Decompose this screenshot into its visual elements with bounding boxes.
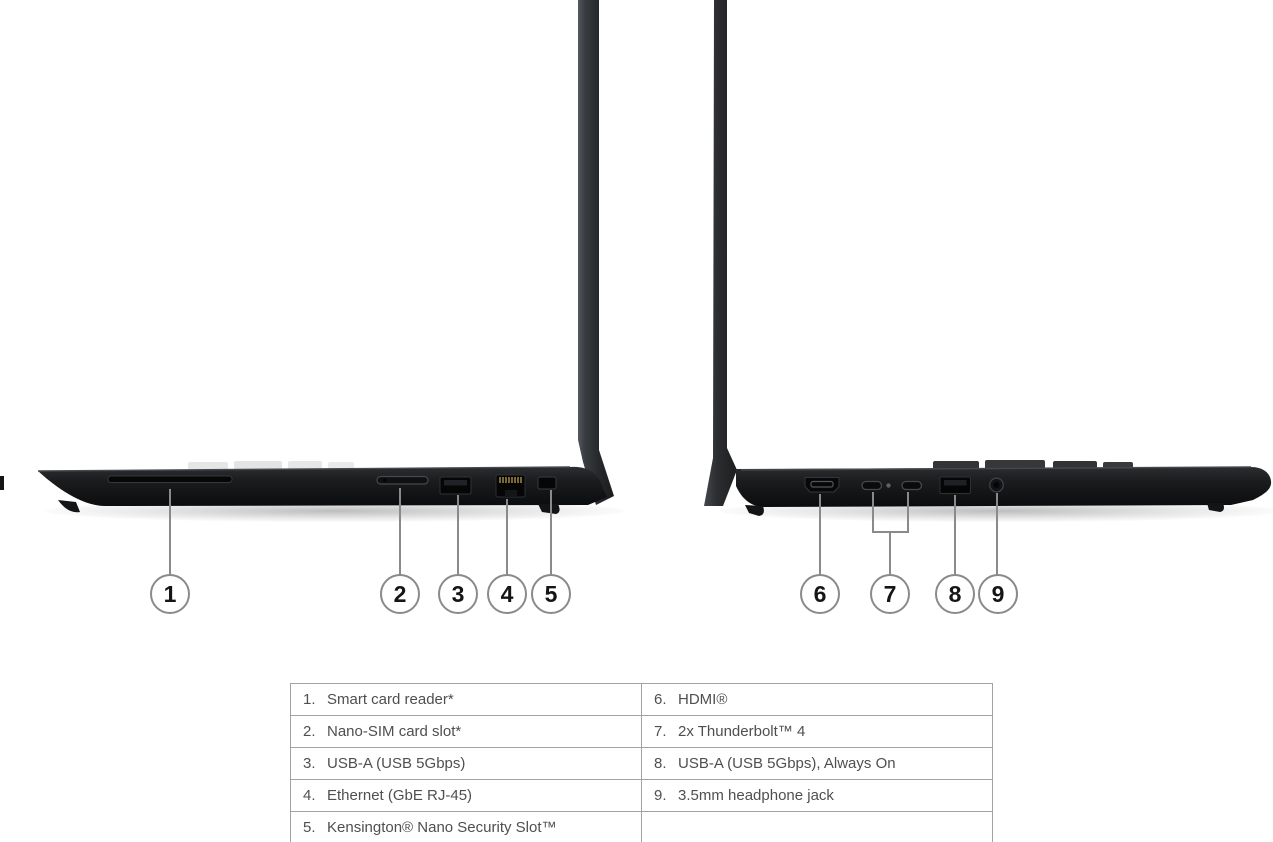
legend-label: USB-A (USB 5Gbps) [327,755,466,772]
callout-line-6 [819,494,821,575]
rear-foot [538,504,560,514]
legend-label: Kensington® Nano Security Slot™ [327,819,557,836]
legend-num: 8. [654,755,667,772]
legend-cell-empty [642,812,993,842]
legend-label: Ethernet (GbE RJ-45) [327,787,473,804]
smart-card-reader-slot [108,476,232,483]
callout-1-number: 1 [163,580,177,607]
kensington-security-slot [538,477,556,489]
legend-num: 5. [303,819,316,836]
callout-8-number: 8 [948,580,962,607]
legend-cell-8 [642,748,993,780]
legend-row-1 [291,684,993,716]
callout-3 [438,574,478,614]
legend-num: 9. [654,787,667,804]
thunderbolt-port-2 [902,482,922,490]
callout-line-9 [996,493,998,575]
callout-line-1 [169,489,171,575]
legend-row-4 [291,780,993,812]
legend-row-3 [291,748,993,780]
headphone-jack [990,478,1004,492]
callout-line-7-stem [889,533,891,575]
legend-row-5 [291,812,993,842]
callout-4 [487,574,527,614]
legend-label: Smart card reader* [327,691,454,708]
rear-foot [1207,503,1224,512]
nano-sim-slot [377,477,428,485]
callout-line-2 [399,488,401,575]
legend-label: 2x Thunderbolt™ 4 [678,723,806,740]
callout-7 [870,574,910,614]
legend-cell-4 [291,780,642,812]
legend-cell-7 [642,716,993,748]
callout-9 [978,574,1018,614]
legend-row-2 [291,716,993,748]
usb-a-always-on-port [940,477,971,494]
callout-line-8 [954,495,956,575]
callout-4-number: 4 [500,580,514,607]
legend-num: 4. [303,787,316,804]
callout-line-5 [550,490,552,575]
callout-line-4 [506,499,508,575]
callout-3-number: 3 [451,580,465,607]
legend-num: 7. [654,723,667,740]
front-foot [58,500,80,512]
thunderbolt-port-1 [862,482,882,490]
legend-num: 6. [654,691,667,708]
legend-cell-2 [291,716,642,748]
callout-5 [531,574,571,614]
legend-cell-5 [291,812,642,842]
legend-cell-3 [291,748,642,780]
legend-num: 2. [303,723,316,740]
legend-label: Nano-SIM card slot* [327,723,462,740]
callout-9-number: 9 [991,580,1005,607]
right-laptop-illustration [633,0,1273,530]
callout-7-number: 7 [883,580,897,607]
callout-1 [150,574,190,614]
callout-2-number: 2 [393,580,407,607]
front-foot [745,505,764,516]
legend-label: 3.5mm headphone jack [678,787,834,804]
left-laptop-lid [578,0,614,505]
ethernet-port [496,475,525,497]
callout-6-number: 6 [813,580,827,607]
callout-2 [380,574,420,614]
usb-a-port [440,477,471,494]
callout-line-7-left [872,492,874,533]
legend-label: USB-A (USB 5Gbps), Always On [678,755,896,772]
legend-cell-1 [291,684,642,716]
right-laptop-lid [704,0,737,506]
legend-label: HDMI® [678,691,728,708]
charging-led [886,483,890,487]
left-laptop-illustration [0,0,640,530]
ports-legend-table [290,683,993,842]
callout-6 [800,574,840,614]
legend-cell-6 [642,684,993,716]
callout-line-7-right [907,492,909,533]
callout-line-3 [457,495,459,575]
hdmi-port [805,478,839,493]
callout-5-number: 5 [544,580,558,607]
callout-8 [935,574,975,614]
legend-cell-9 [642,780,993,812]
legend-num: 1. [303,691,316,708]
legend-num: 3. [303,755,316,772]
